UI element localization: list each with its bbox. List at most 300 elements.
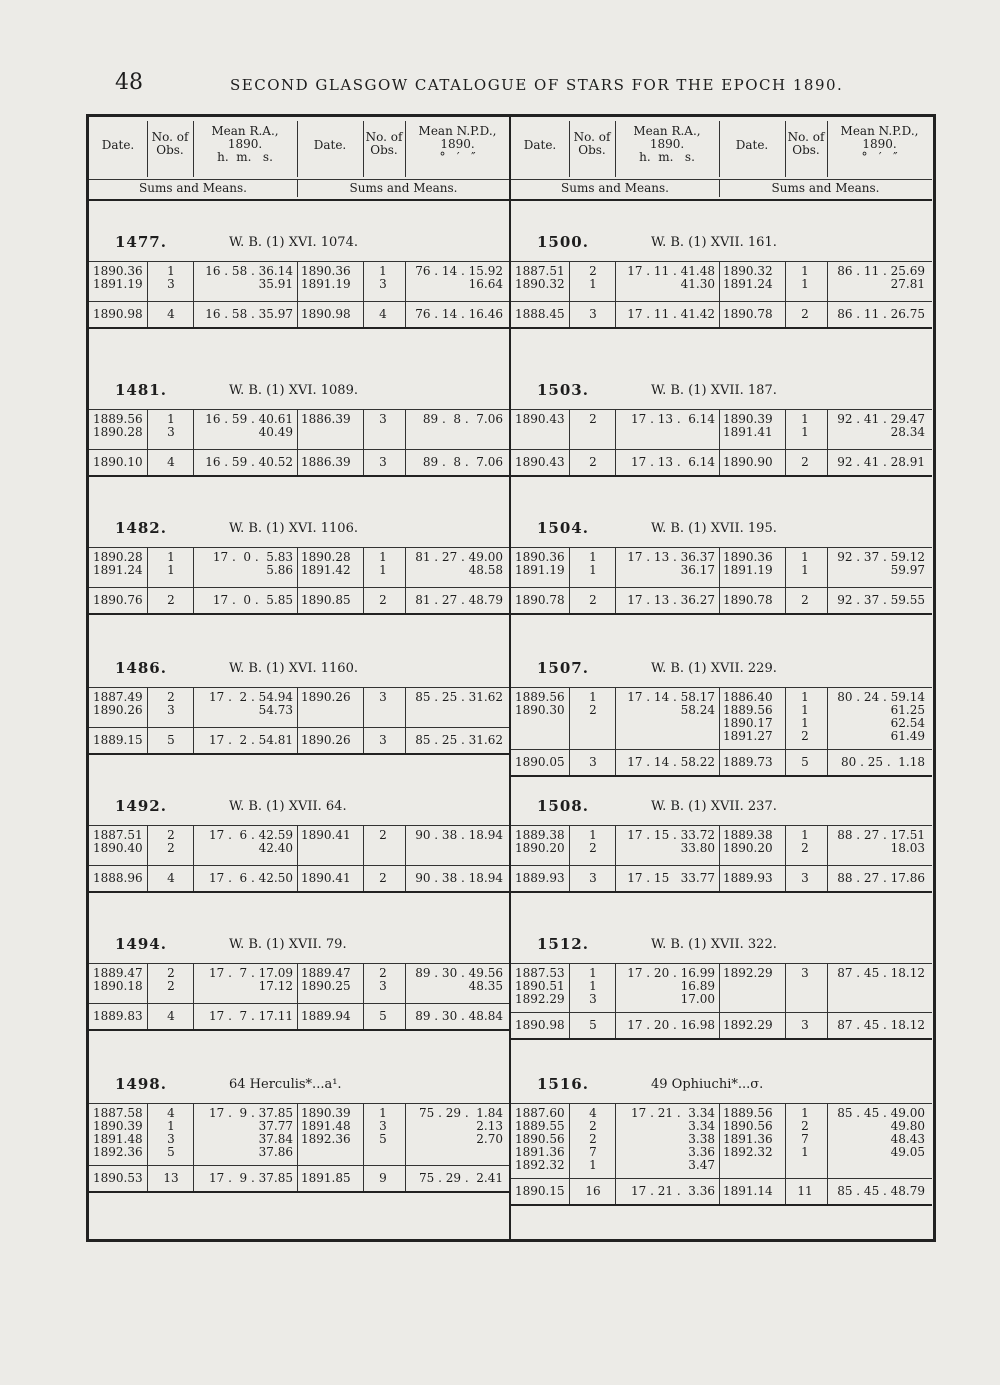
star-number: 1498. bbox=[115, 1075, 167, 1093]
entry-rule bbox=[405, 963, 406, 1029]
header-date: Date. bbox=[735, 138, 769, 152]
obs-dates: 1890.36 1891.19 bbox=[301, 264, 351, 291]
star-number: 1492. bbox=[115, 797, 167, 815]
star-number: 1482. bbox=[115, 519, 167, 537]
entry-bottom-rule bbox=[511, 775, 932, 777]
obs-mean-npd: 81 . 27 . 49.00 48.58 bbox=[415, 550, 503, 577]
obs-count: 1 1 1 2 bbox=[801, 690, 809, 743]
mean-npd: 75 . 29 . 2.41 bbox=[419, 1171, 503, 1185]
obs-count: 1 1 bbox=[801, 550, 809, 577]
obs-count: 1 1 bbox=[379, 550, 387, 577]
obs-count: 1 2 bbox=[589, 690, 597, 717]
obs-dates: 1890.26 bbox=[301, 690, 351, 704]
mean-count: 2 bbox=[379, 871, 387, 885]
obs-dates: 1892.29 bbox=[723, 966, 773, 980]
header-rule bbox=[719, 121, 720, 177]
mean-count: 5 bbox=[379, 1009, 387, 1023]
mean-ra: 17 . 13 . 6.14 bbox=[631, 455, 715, 469]
mean-npd: 87 . 45 . 18.12 bbox=[837, 1018, 925, 1032]
obs-dates: 1889.38 1890.20 bbox=[723, 828, 773, 855]
header-rule bbox=[193, 121, 194, 177]
header-rule bbox=[827, 121, 828, 177]
mean-count: 2 bbox=[589, 593, 597, 607]
obs-mean-npd: 89 . 8 . 7.06 bbox=[422, 412, 503, 426]
entry-bottom-rule bbox=[511, 475, 932, 477]
mean-npd: 89 . 8 . 7.06 bbox=[422, 455, 503, 469]
entry-rule bbox=[719, 409, 720, 475]
entry-rule bbox=[511, 587, 932, 588]
obs-count: 3 bbox=[379, 690, 387, 704]
mean-ra: 17 . 2 . 54.81 bbox=[209, 733, 293, 747]
entry-bottom-rule bbox=[511, 891, 932, 893]
header-mean-ra: Mean R.A., 1890. h. m. s. bbox=[633, 124, 701, 164]
mean-count: 2 bbox=[801, 455, 809, 469]
right-column bbox=[511, 117, 932, 1239]
mean-date: 1889.15 bbox=[93, 733, 143, 747]
obs-dates: 1886.39 bbox=[301, 412, 351, 426]
obs-dates: 1890.28 1891.24 bbox=[93, 550, 143, 577]
obs-mean-npd: 92 . 41 . 29.47 28.34 bbox=[837, 412, 925, 439]
obs-count: 2 1 bbox=[589, 264, 597, 291]
star-number: 1481. bbox=[115, 381, 167, 399]
entry-rule bbox=[827, 261, 828, 327]
header-obs: No. of Obs. bbox=[151, 130, 189, 157]
entry-rule bbox=[89, 1003, 510, 1004]
entry-rule bbox=[405, 547, 406, 613]
mean-date: 1890.90 bbox=[723, 455, 773, 469]
entry-rule bbox=[827, 687, 828, 775]
mean-date: 1890.53 bbox=[93, 1171, 143, 1185]
entry-rule bbox=[89, 865, 510, 866]
mean-count: 3 bbox=[589, 871, 597, 885]
mean-date: 1889.73 bbox=[723, 755, 773, 769]
mean-date: 1890.15 bbox=[515, 1184, 565, 1198]
mean-date: 1886.39 bbox=[301, 455, 351, 469]
obs-mean-npd: 86 . 11 . 25.69 27.81 bbox=[837, 264, 925, 291]
mean-count: 3 bbox=[801, 1018, 809, 1032]
entry-rule bbox=[89, 687, 510, 688]
entry-bottom-rule bbox=[511, 327, 932, 329]
obs-count: 3 bbox=[801, 966, 809, 980]
entry-rule bbox=[89, 727, 510, 728]
mean-date: 1888.45 bbox=[515, 307, 565, 321]
obs-count: 1 2 bbox=[801, 828, 809, 855]
mean-count: 5 bbox=[589, 1018, 597, 1032]
obs-mean-ra: 17 . 2 . 54.94 54.73 bbox=[209, 690, 293, 717]
header-mean-npd: Mean N.P.D., 1890. ° ′ ″ bbox=[840, 124, 919, 164]
obs-dates: 1890.43 bbox=[515, 412, 565, 426]
obs-count: 1 2 bbox=[589, 828, 597, 855]
obs-count: 2 3 bbox=[167, 690, 175, 717]
entry-rule bbox=[405, 687, 406, 753]
entry-bottom-rule bbox=[89, 613, 510, 615]
header-rule bbox=[297, 179, 298, 197]
obs-mean-npd: 92 . 37 . 59.12 59.97 bbox=[837, 550, 925, 577]
page-number: 48 bbox=[115, 70, 143, 95]
mean-count: 4 bbox=[167, 455, 175, 469]
mean-ra: 17 . 9 . 37.85 bbox=[209, 1171, 293, 1185]
mean-date: 1891.85 bbox=[301, 1171, 351, 1185]
obs-count: 1 2 7 1 bbox=[801, 1106, 809, 1159]
obs-mean-ra: 16 . 59 . 40.61 40.49 bbox=[205, 412, 293, 439]
column-header bbox=[511, 117, 932, 201]
entry-rule bbox=[147, 825, 148, 891]
mean-date: 1890.78 bbox=[515, 593, 565, 607]
entry-rule bbox=[89, 449, 510, 450]
entry-bottom-rule bbox=[511, 1038, 932, 1040]
catalogue-table bbox=[86, 114, 936, 1242]
obs-count: 2 2 bbox=[167, 966, 175, 993]
mean-npd: 85 . 45 . 48.79 bbox=[837, 1184, 925, 1198]
entry-rule bbox=[89, 1165, 510, 1166]
mean-count: 2 bbox=[801, 307, 809, 321]
entry-rule bbox=[719, 825, 720, 891]
entry-rule bbox=[297, 1103, 298, 1191]
mean-date: 1890.98 bbox=[93, 307, 143, 321]
mean-ra: 17 . 6 . 42.50 bbox=[209, 871, 293, 885]
mean-ra: 17 . 13 . 36.27 bbox=[627, 593, 715, 607]
obs-dates: 1890.41 bbox=[301, 828, 351, 842]
obs-count: 1 1 bbox=[801, 264, 809, 291]
obs-dates: 1887.53 1890.51 1892.29 bbox=[515, 966, 565, 1006]
entry-rule bbox=[511, 409, 932, 410]
star-reference: W. B. (1) XVII. 322. bbox=[651, 937, 777, 952]
obs-mean-npd: 88 . 27 . 17.51 18.03 bbox=[837, 828, 925, 855]
sums-and-means-label: Sums and Means. bbox=[561, 181, 669, 195]
entry-rule bbox=[297, 261, 298, 327]
entry-rule bbox=[297, 687, 298, 753]
obs-mean-ra: 17 . 11 . 41.48 41.30 bbox=[627, 264, 715, 291]
sums-and-means-label: Sums and Means. bbox=[139, 181, 247, 195]
entry-rule bbox=[89, 547, 510, 548]
star-reference: 64 Herculis*...a¹. bbox=[229, 1077, 342, 1092]
header-date: Date. bbox=[523, 138, 557, 152]
obs-dates: 1890.39 1891.41 bbox=[723, 412, 773, 439]
entry-rule bbox=[89, 1103, 510, 1104]
obs-count: 1 3 5 bbox=[379, 1106, 387, 1146]
obs-count: 1 1 3 bbox=[589, 966, 597, 1006]
entry-rule bbox=[569, 547, 570, 613]
entry-bottom-rule bbox=[511, 1204, 932, 1206]
sums-and-means-label: Sums and Means. bbox=[349, 181, 458, 195]
obs-mean-npd: 75 . 29 . 1.84 2.13 2.70 bbox=[419, 1106, 503, 1146]
star-reference: W. B. (1) XVII. 195. bbox=[651, 521, 777, 536]
star-entry bbox=[89, 1075, 510, 1243]
star-entry bbox=[89, 381, 510, 517]
entry-bottom-rule bbox=[89, 753, 510, 755]
obs-mean-npd: 89 . 30 . 49.56 48.35 bbox=[415, 966, 503, 993]
mean-ra: 16 . 59 . 40.52 bbox=[205, 455, 293, 469]
mean-count: 3 bbox=[379, 733, 387, 747]
mean-count: 2 bbox=[801, 593, 809, 607]
star-entry bbox=[511, 381, 932, 517]
header-rule bbox=[405, 121, 406, 177]
mean-count: 4 bbox=[167, 1009, 175, 1023]
obs-mean-ra: 17 . 13 . 36.37 36.17 bbox=[627, 550, 715, 577]
obs-count: 2 bbox=[589, 412, 597, 426]
star-reference: W. B. (1) XVI. 1089. bbox=[229, 383, 358, 398]
header-date: Date. bbox=[101, 138, 135, 152]
obs-dates: 1890.39 1891.48 1892.36 bbox=[301, 1106, 351, 1146]
mean-npd: 90 . 38 . 18.94 bbox=[415, 871, 503, 885]
obs-mean-ra: 17 . 0 . 5.83 5.86 bbox=[212, 550, 293, 577]
header-rule bbox=[363, 121, 364, 177]
mean-date: 1888.96 bbox=[93, 871, 143, 885]
star-number: 1512. bbox=[537, 935, 589, 953]
entry-rule bbox=[147, 409, 148, 475]
entry-rule bbox=[827, 547, 828, 613]
sums-and-means-label: Sums and Means. bbox=[771, 181, 880, 195]
star-entry bbox=[89, 519, 510, 657]
header-bottom-rule bbox=[89, 199, 510, 201]
obs-dates: 1889.56 1890.28 bbox=[93, 412, 143, 439]
entry-rule bbox=[147, 1103, 148, 1191]
mean-date: 1890.85 bbox=[301, 593, 351, 607]
star-reference: W. B. (1) XVII. 64. bbox=[229, 799, 347, 814]
obs-dates: 1889.47 1890.18 bbox=[93, 966, 143, 993]
header-rule bbox=[785, 121, 786, 177]
star-entry bbox=[511, 519, 932, 657]
mean-ra: 17 . 21 . 3.36 bbox=[631, 1184, 715, 1198]
entry-rule bbox=[569, 261, 570, 327]
mean-date: 1890.76 bbox=[93, 593, 143, 607]
star-reference: W. B. (1) XVII. 187. bbox=[651, 383, 777, 398]
mean-count: 4 bbox=[167, 871, 175, 885]
entry-rule bbox=[511, 687, 932, 688]
mean-date: 1889.94 bbox=[301, 1009, 351, 1023]
obs-count: 1 1 bbox=[589, 550, 597, 577]
obs-dates: 1889.47 1890.25 bbox=[301, 966, 351, 993]
left-column bbox=[89, 117, 510, 1239]
entry-rule bbox=[511, 963, 932, 964]
obs-mean-ra: 17 . 15 . 33.72 33.80 bbox=[627, 828, 715, 855]
star-entry bbox=[89, 233, 510, 369]
star-entry bbox=[511, 797, 932, 933]
obs-mean-ra: 17 . 7 . 17.09 17.12 bbox=[209, 966, 293, 993]
obs-count: 4 1 3 5 bbox=[167, 1106, 175, 1159]
entry-rule bbox=[827, 409, 828, 475]
star-number: 1500. bbox=[537, 233, 589, 251]
star-number: 1486. bbox=[115, 659, 167, 677]
obs-dates: 1889.56 1890.56 1891.36 1892.32 bbox=[723, 1106, 773, 1159]
star-entry bbox=[89, 659, 510, 795]
mean-ra: 17 . 11 . 41.42 bbox=[627, 307, 715, 321]
mean-count: 3 bbox=[801, 871, 809, 885]
entry-rule bbox=[511, 547, 932, 548]
header-bottom-rule bbox=[511, 199, 932, 201]
entry-rule bbox=[569, 1103, 570, 1204]
obs-dates: 1887.51 1890.32 bbox=[515, 264, 565, 291]
obs-count: 1 1 bbox=[801, 412, 809, 439]
column-header bbox=[89, 117, 510, 201]
star-number: 1516. bbox=[537, 1075, 589, 1093]
obs-count: 2 2 bbox=[167, 828, 175, 855]
mean-count: 5 bbox=[801, 755, 809, 769]
mean-npd: 85 . 25 . 31.62 bbox=[415, 733, 503, 747]
entry-rule bbox=[89, 963, 510, 964]
obs-mean-npd: 90 . 38 . 18.94 bbox=[415, 828, 503, 842]
entry-bottom-rule bbox=[89, 327, 510, 329]
entry-rule bbox=[719, 547, 720, 613]
mean-npd: 80 . 25 . 1.18 bbox=[841, 755, 925, 769]
obs-dates: 1887.49 1890.26 bbox=[93, 690, 143, 717]
header-rule bbox=[511, 179, 932, 180]
mean-date: 1889.93 bbox=[515, 871, 565, 885]
mean-date: 1890.78 bbox=[723, 307, 773, 321]
mean-ra: 17 . 7 . 17.11 bbox=[209, 1009, 293, 1023]
mean-count: 2 bbox=[379, 593, 387, 607]
header-obs: No. of Obs. bbox=[573, 130, 611, 157]
mean-count: 13 bbox=[163, 1171, 179, 1185]
header-rule bbox=[569, 121, 570, 177]
entry-bottom-rule bbox=[89, 1029, 510, 1031]
obs-mean-npd: 80 . 24 . 59.14 61.25 62.54 61.49 bbox=[837, 690, 925, 743]
mean-count: 2 bbox=[167, 593, 175, 607]
mean-date: 1890.43 bbox=[515, 455, 565, 469]
star-number: 1503. bbox=[537, 381, 589, 399]
entry-rule bbox=[827, 825, 828, 891]
star-entry bbox=[511, 233, 932, 369]
mean-npd: 86 . 11 . 26.75 bbox=[837, 307, 925, 321]
mean-count: 5 bbox=[167, 733, 175, 747]
star-entry bbox=[511, 1075, 932, 1243]
mean-count: 4 bbox=[167, 307, 175, 321]
mean-npd: 89 . 30 . 48.84 bbox=[415, 1009, 503, 1023]
star-number: 1508. bbox=[537, 797, 589, 815]
entry-rule bbox=[405, 1103, 406, 1191]
mean-npd: 92 . 37 . 59.55 bbox=[837, 593, 925, 607]
obs-mean-npd: 85 . 25 . 31.62 bbox=[415, 690, 503, 704]
star-number: 1507. bbox=[537, 659, 589, 677]
entry-rule bbox=[827, 963, 828, 1038]
entry-rule bbox=[89, 825, 510, 826]
entry-rule bbox=[719, 687, 720, 775]
mean-date: 1891.14 bbox=[723, 1184, 773, 1198]
obs-mean-npd: 76 . 14 . 15.92 16.64 bbox=[415, 264, 503, 291]
mean-date: 1890.26 bbox=[301, 733, 351, 747]
mean-count: 9 bbox=[379, 1171, 387, 1185]
obs-dates: 1890.32 1891.24 bbox=[723, 264, 773, 291]
header-rule bbox=[719, 179, 720, 197]
entry-rule bbox=[511, 749, 932, 750]
star-reference: W. B. (1) XVI. 1160. bbox=[229, 661, 358, 676]
header-obs: No. of Obs. bbox=[365, 130, 403, 157]
obs-mean-ra: 17 . 6 . 42.59 42.40 bbox=[209, 828, 293, 855]
mean-date: 1890.78 bbox=[723, 593, 773, 607]
mean-count: 3 bbox=[589, 755, 597, 769]
mean-ra: 16 . 58 . 35.97 bbox=[205, 307, 293, 321]
entry-rule bbox=[405, 409, 406, 475]
entry-rule bbox=[89, 301, 510, 302]
entry-rule bbox=[827, 1103, 828, 1204]
header-rule bbox=[297, 121, 298, 177]
entry-rule bbox=[89, 261, 510, 262]
mean-count: 3 bbox=[589, 307, 597, 321]
mean-npd: 76 . 14 . 16.46 bbox=[415, 307, 503, 321]
entry-bottom-rule bbox=[89, 475, 510, 477]
obs-dates: 1887.58 1890.39 1891.48 1892.36 bbox=[93, 1106, 143, 1159]
obs-count: 1 3 bbox=[167, 412, 175, 439]
mean-ra: 17 . 14 . 58.22 bbox=[627, 755, 715, 769]
entry-rule bbox=[719, 1103, 720, 1204]
obs-dates: 1890.36 1891.19 bbox=[723, 550, 773, 577]
entry-rule bbox=[569, 825, 570, 891]
entry-rule bbox=[511, 825, 932, 826]
entry-rule bbox=[297, 409, 298, 475]
star-number: 1504. bbox=[537, 519, 589, 537]
entry-bottom-rule bbox=[511, 613, 932, 615]
mean-count: 11 bbox=[797, 1184, 813, 1198]
entry-rule bbox=[147, 547, 148, 613]
star-reference: W. B. (1) XVI. 1074. bbox=[229, 235, 358, 250]
entry-rule bbox=[89, 587, 510, 588]
mean-date: 1892.29 bbox=[723, 1018, 773, 1032]
obs-count: 1 3 bbox=[379, 264, 387, 291]
obs-count: 4 2 2 7 1 bbox=[589, 1106, 597, 1172]
obs-dates: 1887.60 1889.55 1890.56 1891.36 1892.32 bbox=[515, 1106, 565, 1172]
obs-mean-npd: 85 . 45 . 49.00 49.80 48.43 49.05 bbox=[837, 1106, 925, 1159]
mean-date: 1890.98 bbox=[301, 307, 351, 321]
star-entry bbox=[511, 935, 932, 1071]
star-entry bbox=[89, 797, 510, 933]
mean-count: 2 bbox=[589, 455, 597, 469]
header-date: Date. bbox=[313, 138, 347, 152]
entry-rule bbox=[511, 1178, 932, 1179]
obs-dates: 1886.40 1889.56 1890.17 1891.27 bbox=[723, 690, 773, 743]
mean-count: 3 bbox=[379, 455, 387, 469]
entry-rule bbox=[297, 963, 298, 1029]
mean-npd: 92 . 41 . 28.91 bbox=[837, 455, 925, 469]
mean-npd: 81 . 27 . 48.79 bbox=[415, 593, 503, 607]
entry-bottom-rule bbox=[89, 1191, 510, 1193]
entry-rule bbox=[511, 261, 932, 262]
star-reference: W. B. (1) XVI. 1106. bbox=[229, 521, 358, 536]
mean-date: 1889.83 bbox=[93, 1009, 143, 1023]
mean-date: 1889.93 bbox=[723, 871, 773, 885]
obs-mean-ra: 16 . 58 . 36.14 35.91 bbox=[205, 264, 293, 291]
entry-rule bbox=[297, 547, 298, 613]
entry-rule bbox=[569, 963, 570, 1038]
header-rule bbox=[147, 121, 148, 177]
entry-rule bbox=[405, 261, 406, 327]
entry-rule bbox=[569, 409, 570, 475]
obs-count: 3 bbox=[379, 412, 387, 426]
obs-count: 1 1 bbox=[167, 550, 175, 577]
mean-ra: 17 . 15 33.77 bbox=[627, 871, 715, 885]
star-number: 1494. bbox=[115, 935, 167, 953]
entry-rule bbox=[569, 687, 570, 775]
obs-dates: 1889.38 1890.20 bbox=[515, 828, 565, 855]
star-reference: W. B. (1) XVII. 79. bbox=[229, 937, 347, 952]
entry-rule bbox=[147, 687, 148, 753]
obs-count: 2 3 bbox=[379, 966, 387, 993]
mean-date: 1890.41 bbox=[301, 871, 351, 885]
obs-mean-npd: 87 . 45 . 18.12 bbox=[837, 966, 925, 980]
header-obs: No. of Obs. bbox=[787, 130, 825, 157]
entry-rule bbox=[719, 261, 720, 327]
entry-rule bbox=[511, 301, 932, 302]
mean-ra: 17 . 20 . 16.98 bbox=[627, 1018, 715, 1032]
star-entry bbox=[511, 659, 932, 795]
entry-rule bbox=[297, 825, 298, 891]
obs-count: 1 3 bbox=[167, 264, 175, 291]
entry-rule bbox=[511, 865, 932, 866]
mean-date: 1890.05 bbox=[515, 755, 565, 769]
entry-rule bbox=[511, 1012, 932, 1013]
star-reference: W. B. (1) XVII. 237. bbox=[651, 799, 777, 814]
header-mean-ra: Mean R.A., 1890. h. m. s. bbox=[211, 124, 279, 164]
entry-rule bbox=[511, 1103, 932, 1104]
